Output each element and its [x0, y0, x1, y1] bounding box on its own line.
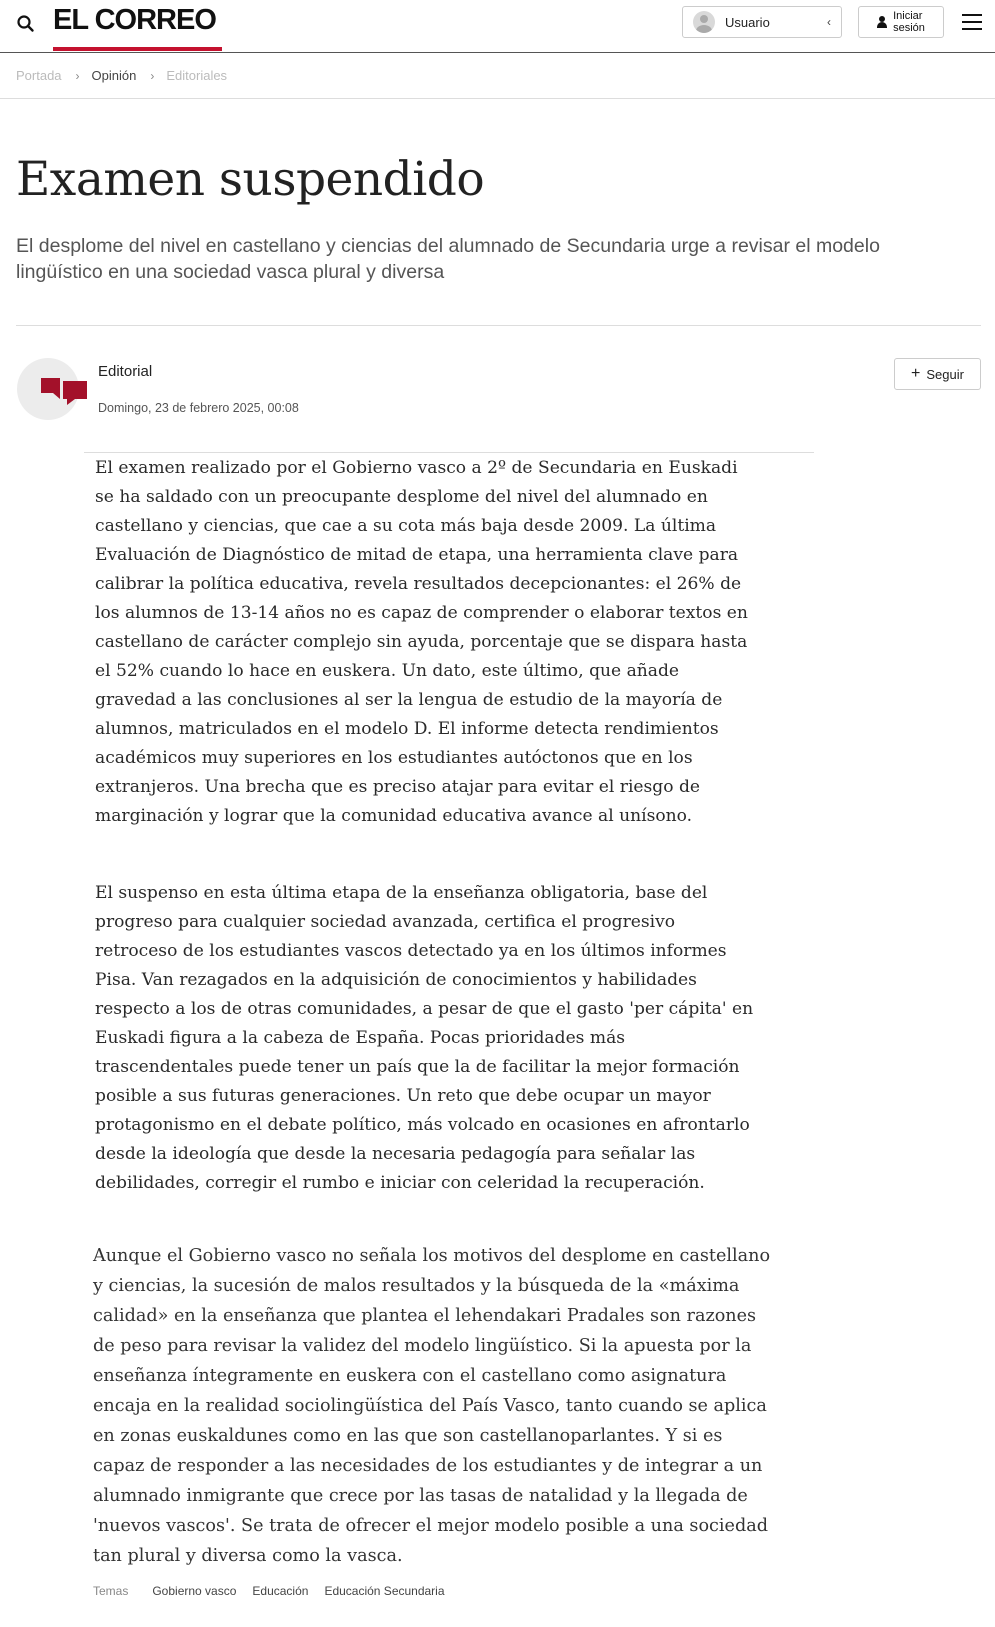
- site-header: [0, 0, 995, 53]
- quote-icon: [41, 375, 91, 405]
- divider: [16, 325, 981, 326]
- body-divider: [84, 452, 814, 453]
- article-subtitle: El desplome del nivel en castellano y ciencias del alumnado de Secundaria urge a revisar el modelo lingüístico en una sociedad vasca plural y diversa: [16, 235, 880, 283]
- breadcrumb-editoriales[interactable]: Editoriales: [166, 68, 228, 83]
- user-icon: [877, 16, 887, 28]
- tag-link[interactable]: Gobierno vasco: [152, 1584, 237, 1598]
- hamburger-menu-icon[interactable]: [962, 14, 982, 30]
- author-name[interactable]: Editorial: [98, 363, 153, 380]
- site-logo[interactable]: EL CORREO: [53, 4, 216, 36]
- chevron-right-icon: ›: [75, 68, 80, 83]
- breadcrumb-opinion[interactable]: Opinión: [91, 68, 137, 83]
- publish-date: Domingo, 23 de febrero 2025, 00:08: [98, 401, 299, 415]
- article-paragraph: Aunque el Gobierno vasco no señala los motivos del desplome en castellano y ciencias, la sucesión de malos resultados y la búsqueda de la «máxima calidad» en la enseñanza que plantea el lehendakari Pradales son razones de peso para revisar la validez del modelo lingüístico. Si la apuesta por la enseñanza íntegramente en euskera con el castellano como asignatura encaja en la realidad sociolingüística del País Vasco, tanto cuando se aplica en zonas euskaldunes como en las que son castellanoparlantes. Y si es capaz de responder a las necesidades de los estudiantes y de integrar a un alumnado inmigrante que crece por las tasas de natalidad y la llegada de 'nuevos vascos'. Se trata de ofrecer el mejor modelo posible a una sociedad tan plural y diversa como la vasca.: [93, 1246, 771, 1566]
- user-avatar-icon: [693, 11, 715, 33]
- tags-label: Temas: [93, 1584, 129, 1598]
- search-icon[interactable]: [14, 12, 38, 36]
- chevron-right-icon: ›: [150, 68, 155, 83]
- article-paragraph: El examen realizado por el Gobierno vasco a 2º de Secundaria en Euskadi se ha saldado con un preocupante desplome del nivel del alumnado en castellano y ciencias, que cae a su cota más baja desde 2009. La última Evaluación de Diagnóstico de mitad de etapa, una herramienta clave para calibrar la política educativa, revela resultados decepcionantes: el 26% de los alumnos de 13-14 años no es capaz de comprender o elaborar textos en castellano de carácter complejo sin ayuda, porcentaje que se dispara hasta el 52% cuando lo hace en euskera. Un dato, este último, que añade gravedad a las conclusiones al ser la lengua de estudio de la mayoría de alumnos, matriculados en el modelo D. El informe detecta rendimientos académicos muy superiores en los estudiantes autóctonos que en los extranjeros. Una brecha que es preciso atajar para evitar el riesgo de marginación y lograr que la comunidad educativa avance al unísono.: [95, 458, 748, 826]
- login-label-line1: Iniciar: [893, 10, 923, 22]
- tag-link[interactable]: Educación Secundaria: [324, 1584, 445, 1598]
- logo-underline: [53, 47, 222, 51]
- login-label: [893, 10, 925, 34]
- follow-label: Seguir: [926, 366, 964, 382]
- chevron-left-icon: ‹: [827, 15, 831, 29]
- user-menu-button[interactable]: [682, 6, 842, 38]
- article-title: Examen suspendido: [16, 152, 485, 207]
- login-label-line2: sesión: [893, 22, 925, 34]
- follow-button[interactable]: [894, 358, 981, 390]
- user-label: Usuario: [725, 14, 770, 30]
- breadcrumb: [0, 53, 995, 99]
- tags-list: [93, 1584, 461, 1598]
- author-avatar[interactable]: [17, 358, 79, 420]
- breadcrumb-portada[interactable]: Portada: [16, 68, 62, 83]
- login-button[interactable]: [858, 6, 944, 38]
- article-paragraph: El suspenso en esta última etapa de la enseñanza obligatoria, base del progreso para cualquier sociedad avanzada, certifica el progresivo retroceso de los estudiantes vascos detectado ya en los últimos informes Pisa. Van rezagados en la adquisición de conocimientos y habilidades respecto a los de otras comunidades, a pesar de que el gasto 'per cápita' en Euskadi figura a la cabeza de España. Pocas prioridades más trascendentales puede tener un país que la de facilitar la mejor formación posible a sus futuras generaciones. Un reto que debe ocupar un mayor protagonismo en el debate político, más volcado en ocasiones en afrontarlo desde la ideología que desde la necesaria pedagogía para señalar las debilidades, corregir el rumbo e iniciar con celeridad la recuperación.: [95, 883, 754, 1193]
- tag-link[interactable]: Educación: [252, 1584, 309, 1598]
- plus-icon: +: [911, 365, 921, 382]
